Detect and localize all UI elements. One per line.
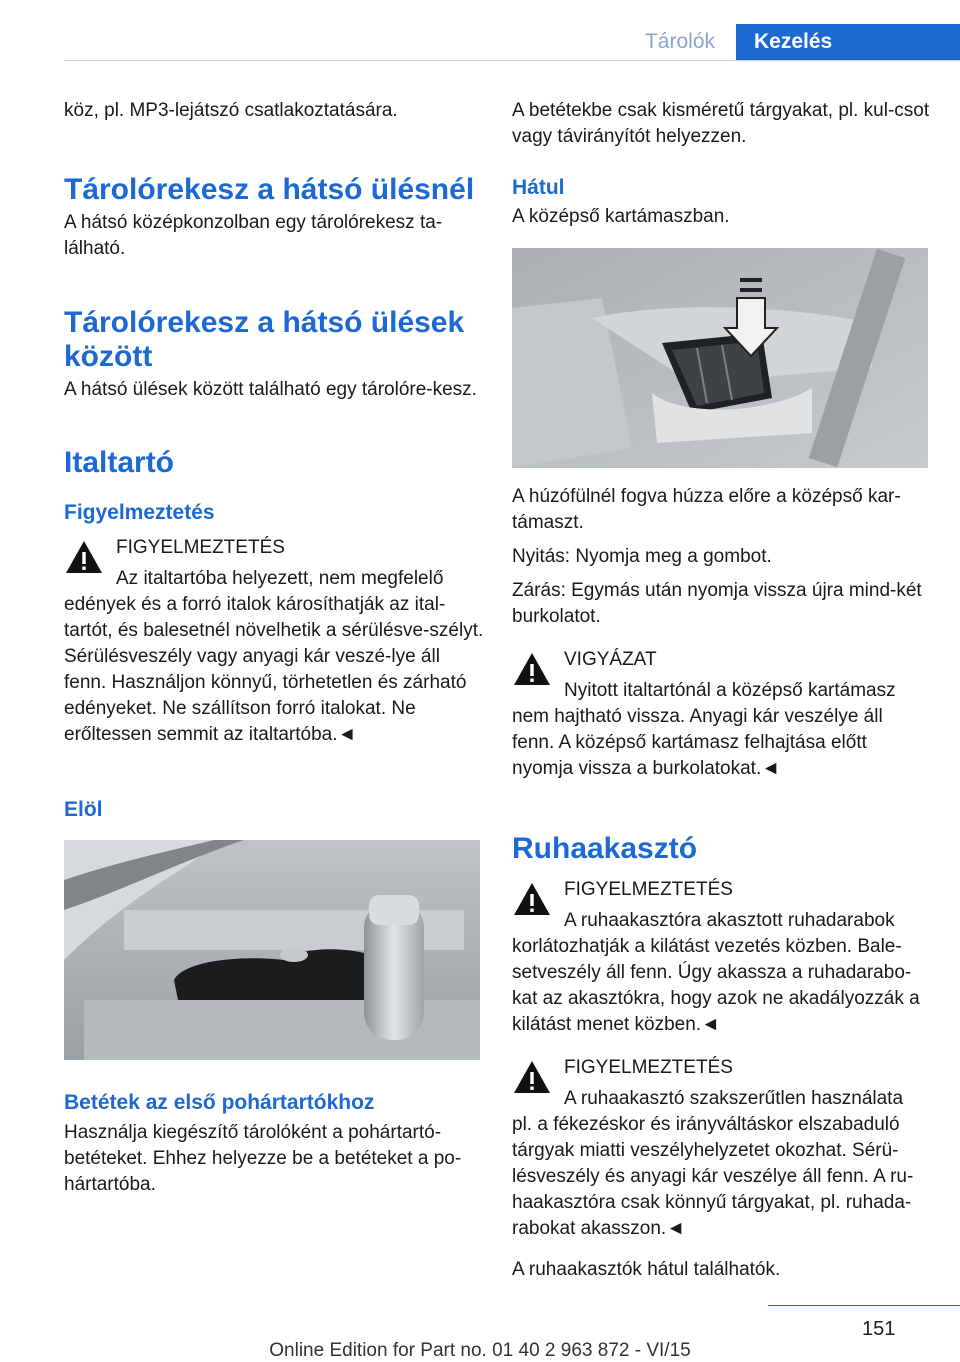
caution-body: nem hajtható vissza. Anyagi kár veszélye áll fenn. A középső kartámasz felhajtása előtt nyomja vissza a burkolatokat.◄ bbox=[512, 706, 883, 779]
caution-first-line: Nyitott italtartónál a középső kartámasz bbox=[564, 680, 896, 701]
edition-footer: Online Edition for Part no. 01 40 2 963 872 - VI/15 bbox=[269, 1340, 691, 1361]
warning-title: FIGYELMEZTETÉS bbox=[564, 879, 733, 900]
armrest-caution bbox=[512, 647, 930, 782]
warning-first-line: A ruhaakasztó szakszerűtlen használata bbox=[564, 1088, 904, 1109]
heading-front: Elöl bbox=[64, 798, 103, 821]
rear-seat-storage-text: A hátsó középkonzolban egy tárolórekesz ta-lálható. bbox=[64, 212, 443, 259]
warning-triangle-icon bbox=[512, 651, 552, 687]
warning-body: edények és a forró italok károsíthatják az ital-tartót, és balesetnél növelhetik a sérülésve-szélyt. Sérülésveszély vagy anyagi kár veszé-lye áll fenn. Használjon könnyű, törhetetlen és zárható edényeket. Ne szállítson forró italokat. Ne erőltessen semmit az italtartóba.◄ bbox=[64, 594, 484, 745]
warning-title: FIGYELMEZTETÉS bbox=[116, 537, 285, 558]
warning-triangle-icon bbox=[512, 881, 552, 917]
footer-rule bbox=[768, 1305, 960, 1306]
front-inserts-text: Használja kiegészítő tárolóként a pohártartó-betéteket. Ehhez helyezze be a betéteket a po-hártartóba. bbox=[64, 1122, 462, 1195]
pull-forward-text: A húzófülnél fogva húzza előre a középső kar-támaszt. bbox=[512, 486, 901, 533]
center-armrest-text: A középső kartámaszban. bbox=[512, 206, 730, 227]
heading-cupholder: Italtartó bbox=[64, 446, 175, 479]
caution-title: VIGYÁZAT bbox=[564, 649, 657, 670]
cupholder-warning bbox=[64, 535, 484, 748]
between-seats-text: A hátsó ülések között található egy tárolóre-kesz. bbox=[64, 379, 477, 400]
heading-coat-hanger: Ruhaakasztó bbox=[512, 832, 698, 865]
right-column bbox=[512, 98, 930, 1283]
hanger-warning-2 bbox=[512, 1055, 930, 1242]
warning-first-line: A ruhaakasztóra akasztott ruhadarabok bbox=[564, 910, 895, 931]
warning-title: FIGYELMEZTETÉS bbox=[564, 1057, 733, 1078]
tab-operation[interactable]: Kezelés bbox=[736, 24, 960, 60]
warning-triangle-icon bbox=[512, 1059, 552, 1095]
heading-between-line2: között bbox=[64, 340, 153, 373]
heading-between-line1: Tárolórekesz a hátsó ülések bbox=[64, 306, 465, 339]
heading-front-inserts: Betétek az első pohártartókhoz bbox=[64, 1091, 375, 1114]
hanger-location-text: A ruhaakasztók hátul találhatók. bbox=[512, 1259, 781, 1280]
left-column bbox=[64, 98, 484, 1198]
heading-warning: Figyelmeztetés bbox=[64, 501, 215, 524]
small-items-text: A betétekbe csak kisméretű tárgyakat, pl. kul-csot vagy távirányítót helyezzen. bbox=[512, 100, 930, 147]
open-text: Nyitás: Nyomja meg a gombot. bbox=[512, 546, 772, 567]
close-text: Zárás: Egymás után nyomja vissza újra mind-két burkolatot. bbox=[512, 580, 922, 627]
header-rule bbox=[64, 60, 960, 61]
rear-armrest-photo bbox=[512, 248, 928, 468]
heading-rear: Hátul bbox=[512, 176, 565, 199]
intro-paragraph: köz, pl. MP3-lejátszó csatlakoztatására. bbox=[64, 100, 398, 121]
page-number: 151 bbox=[862, 1318, 896, 1340]
warning-body: pl. a fékezéskor és irányváltáskor elszabaduló tárgyak miatti veszélyhelyzetet okozhat. Sérü-lésveszély és anyagi kár veszélye áll fenn. A ru-haakasztóra csak könnyű tárgyakat, pl. ruhada-rabokat akasszon.◄ bbox=[512, 1114, 914, 1239]
heading-rear-seat-storage: Tárolórekesz a hátsó ülésnél bbox=[64, 173, 475, 206]
front-cupholder-photo bbox=[64, 840, 480, 1060]
warning-first-line: Az italtartóba helyezett, nem megfelelő bbox=[116, 568, 444, 589]
warning-triangle-icon bbox=[64, 539, 104, 575]
heading-between-seats-storage bbox=[64, 306, 484, 374]
tab-storage[interactable]: Tárolók bbox=[644, 30, 716, 53]
warning-body: korlátozhatják a kilátást vezetés közben. Bale-setveszély áll fenn. Úgy akassza a ruhadarabo-kat az akasztókra, hogy azok ne akadályozzák a kilátást menet közben.◄ bbox=[512, 936, 920, 1035]
hanger-warning-1 bbox=[512, 877, 930, 1038]
